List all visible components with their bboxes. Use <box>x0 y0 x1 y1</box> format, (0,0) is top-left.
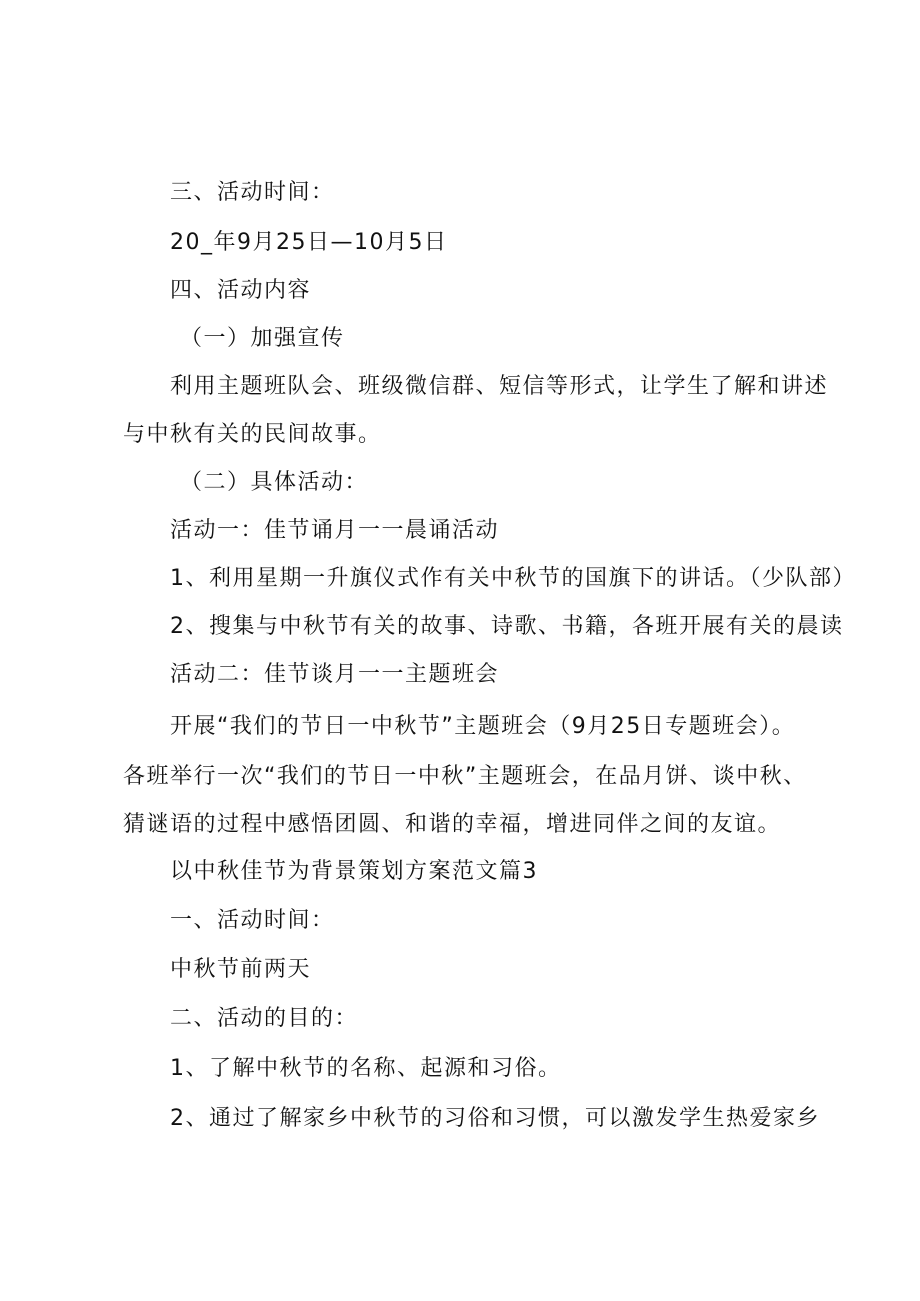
list-item: 1、了解中秋节的名称、起源和习俗。 <box>170 1056 562 1081</box>
subheading-promotion: （一）加强宣传 <box>180 326 345 351</box>
paragraph-line: 与中秋有关的民间故事。 <box>123 422 382 447</box>
section-heading-activity-purpose: 二、活动的目的： <box>170 1006 359 1031</box>
activity-date-range: 20_年9月25日—10月5日 <box>170 230 448 255</box>
list-item: 2、通过了解家乡中秋节的习俗和习惯，可以激发学生热爱家乡 <box>170 1106 820 1131</box>
paragraph-line: 利用主题班队会、班级微信群、短信等形式，让学生了解和讲述 <box>170 374 829 399</box>
subheading-specific-activities: （二）具体活动： <box>180 470 369 495</box>
activity-two-title: 活动二：佳节谈月一一主题班会 <box>170 662 500 687</box>
section-heading-activity-content: 四、活动内容 <box>170 278 312 303</box>
activity-one-title: 活动一：佳节诵月一一晨诵活动 <box>170 518 500 543</box>
paragraph-line: 各班举行一次“我们的节日一中秋”主题班会，在品月饼、谈中秋、 <box>123 764 807 789</box>
list-item: 2、搜集与中秋节有关的故事、诗歌、书籍，各班开展有关的晨读 <box>170 614 844 639</box>
paragraph-line: 中秋节前两天 <box>170 957 312 982</box>
paragraph-line: 开展“我们的节日一中秋节”主题班会（9月25日专题班会）。 <box>170 714 796 739</box>
section-heading-activity-time: 一、活动时间： <box>170 908 335 933</box>
article-title: 以中秋佳节为背景策划方案范文篇3 <box>170 859 538 884</box>
list-item: 1、利用星期一升旗仪式作有关中秋节的国旗下的讲话。（少队部） <box>170 566 856 591</box>
paragraph-line: 猜谜语的过程中感悟团圆、和谐的幸福，增进同伴之间的友谊。 <box>123 812 782 837</box>
section-heading-activity-time: 三、活动时间： <box>170 180 335 205</box>
